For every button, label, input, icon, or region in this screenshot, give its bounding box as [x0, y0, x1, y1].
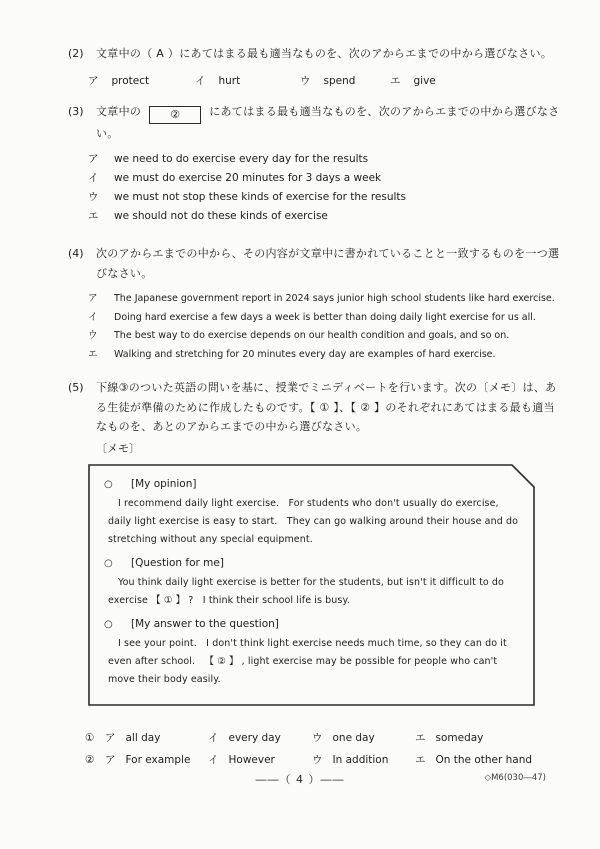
option-i [88, 169, 560, 188]
option-marker: イ [88, 172, 99, 184]
option-marker: エ [88, 210, 99, 222]
page-footer [0, 771, 600, 787]
option-marker: ア [88, 74, 99, 87]
question-2-options [88, 73, 560, 89]
option-i [208, 750, 312, 770]
option-marker: ウ [312, 731, 323, 744]
question-5-prompt-row [68, 378, 560, 437]
memo-body: I see your point. I don't think light exercise needs much time, so they can do it even after school. 【 ② 】 , light exercise may be possible for people who can't move their body easily. [108, 637, 510, 685]
question-2 [68, 44, 560, 89]
option-marker: イ [208, 753, 219, 766]
option-label: we must do exercise 20 minutes for 3 days a week [114, 172, 382, 184]
option-label: Walking and stretching for 20 minutes every day are examples of hard exercise. [114, 348, 496, 360]
memo-box [88, 464, 535, 706]
option-label: However [228, 753, 275, 766]
option-label: On the other hand [435, 753, 533, 766]
question-4-prompt: 次のアからエまでの中から、その内容が文章中に書かれていることと一致するものを一つ選びなさい。 [96, 247, 560, 280]
option-label: every day [228, 731, 281, 744]
question-4-number: (4) [68, 247, 84, 260]
option-label: we must not stop these kinds of exercise for the results [114, 191, 407, 203]
memo-heading: [Question for me] [131, 556, 224, 569]
question-4-options [88, 290, 588, 364]
document-code: ◇M6(030―47) [484, 773, 546, 783]
option-marker: エ [415, 731, 426, 744]
boxed-blank-2: ② [149, 106, 201, 124]
memo-section-question [104, 554, 520, 610]
memo-label: 〔メモ〕 [96, 441, 140, 455]
option-label: one day [332, 731, 375, 744]
memo-heading-row [104, 615, 520, 634]
option-e [88, 207, 560, 226]
option-label: all day [125, 731, 161, 744]
option-label: we should not do these kinds of exercise [114, 210, 328, 222]
question-5 [68, 378, 560, 770]
option-marker: ア [88, 293, 98, 304]
question-3-prompt-row [68, 102, 560, 144]
memo-heading: [My answer to the question] [131, 617, 279, 630]
option-a [88, 290, 588, 309]
option-u [312, 750, 415, 770]
option-marker: ア [105, 731, 116, 744]
option-a [88, 150, 560, 169]
page-number: ――（ 4 ）―― [255, 773, 345, 786]
prompt-prefix: 文章中の [96, 104, 142, 118]
question-3-number: (3) [68, 104, 84, 118]
question-3-options [88, 150, 560, 226]
option-label: give [413, 74, 436, 87]
question-2-number: (2) [68, 47, 84, 60]
question-4-prompt-row [68, 244, 560, 283]
option-label: someday [435, 731, 484, 744]
option-marker: ウ [300, 74, 311, 87]
option-u [88, 188, 560, 207]
option-marker: ウ [88, 330, 98, 341]
answer-row-1 [85, 728, 560, 748]
memo-body: You think daily light exercise is better for the students, but isn't it difficult to do exercise 【 ① 】 ? I think their school life is busy. [108, 576, 508, 606]
option-marker: エ [415, 753, 426, 766]
circle-bullet-icon: ○ [104, 618, 113, 630]
prompt-suffix: にあてはまる最も適当なものを、次のアからエまでの中から選びなさい。 [96, 104, 560, 140]
memo-section-answer [104, 615, 520, 689]
question-5-number: (5) [68, 381, 84, 394]
option-i [208, 728, 312, 748]
option-label: hurt [218, 74, 241, 87]
option-marker: ア [105, 753, 116, 766]
option-marker: ウ [312, 753, 323, 766]
option-label: protect [111, 74, 150, 87]
option-marker: イ [88, 311, 98, 323]
question-5-prompt: 下線③のついた英語の問いを基に、授業でミニディベートを行います。次の〔メモ〕は、ある生徒が準備のために作成したものです。【 ① 】、【 ② 】のそれぞれにあてはまる最も適当なものを、あとのアからエまでの中から選びなさい。 [96, 381, 557, 433]
option-label: The best way to do exercise depends on our health condition and goals, and so on. [114, 330, 510, 341]
option-marker: エ [88, 348, 98, 360]
memo-body: I recommend daily light exercise. For students who don't usually do exercise, daily light exercise is easy to start. They can go walking around their house and do stretching without any special equipment. [108, 497, 522, 545]
option-e [415, 728, 560, 748]
option-marker: イ [208, 731, 219, 744]
question-3 [68, 102, 560, 227]
question-2-prompt: 文章中の（ A ）にあてはまる最も適当なものを、次のアからエまでの中から選びなさい。 [96, 47, 553, 60]
option-u [300, 73, 390, 89]
option-label: we need to do exercise every day for the results [114, 153, 369, 165]
option-u [312, 728, 415, 748]
circle-bullet-icon: ○ [104, 557, 113, 569]
blank-number: ① [85, 731, 95, 744]
option-e [390, 73, 436, 89]
memo-heading: [My opinion] [131, 477, 197, 490]
option-a [105, 728, 208, 748]
option-e [88, 346, 588, 365]
memo-heading-row [104, 554, 520, 573]
answer-row-2 [85, 750, 560, 770]
option-label: The Japanese government report in 2024 says junior high school students like hard exercise. [114, 293, 555, 304]
question-2-prompt-row [68, 44, 560, 64]
circle-bullet-icon: ○ [104, 478, 113, 490]
option-a [88, 73, 195, 89]
option-marker: イ [195, 74, 206, 87]
question-3-prompt [96, 102, 560, 144]
option-a [105, 750, 208, 770]
option-marker: ア [88, 153, 99, 165]
memo-section-opinion [104, 475, 520, 549]
option-u [88, 327, 588, 346]
memo-heading-row [104, 475, 520, 494]
blank-number: ② [85, 753, 95, 766]
option-i [195, 73, 300, 89]
question-4 [68, 244, 560, 364]
option-marker: エ [390, 74, 401, 87]
option-label: For example [125, 753, 191, 766]
option-label: In addition [332, 753, 389, 766]
memo-content [104, 475, 520, 689]
question-5-answer-options [85, 728, 560, 770]
option-i [88, 309, 588, 328]
option-e [415, 750, 560, 770]
option-marker: ウ [88, 191, 99, 203]
option-label: Doing hard exercise a few days a week is better than doing daily light exercise for us all. [114, 311, 536, 323]
option-label: spend [323, 74, 356, 87]
